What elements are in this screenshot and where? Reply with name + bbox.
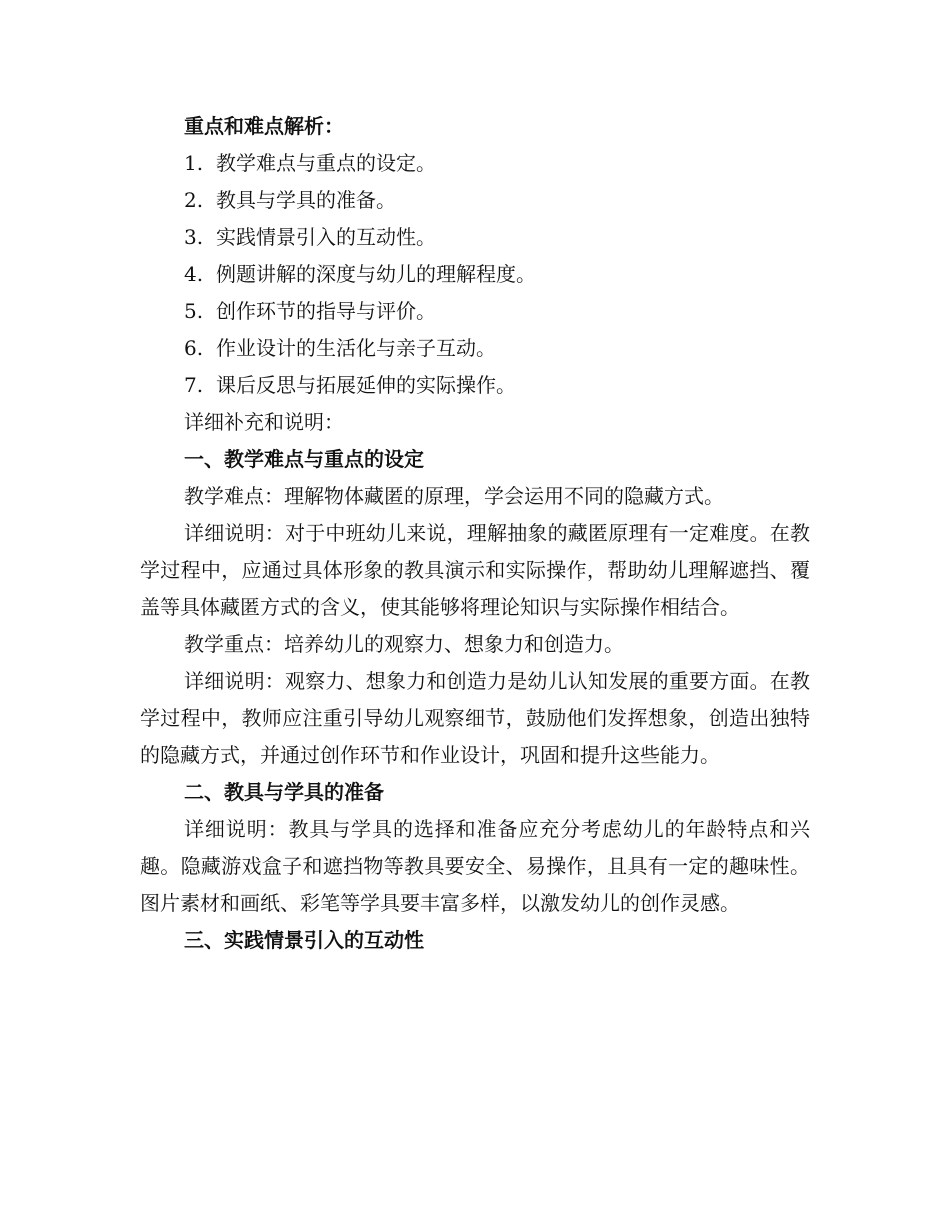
list-number: 2. — [184, 188, 204, 212]
list-item — [140, 219, 810, 256]
section-1-title: 一、教学难点与重点的设定 — [184, 447, 424, 471]
section-2-detail: 详细说明：教具与学具的选择和准备应充分考虑幼儿的年龄特点和兴趣。隐藏游戏盒子和遮挡物等教具要安全、易操作，且具有一定的趣味性。图片素材和画纸、彩笔等学具要丰富多样，以激发幼儿的创作灵感。 — [140, 817, 810, 915]
section-1-difficulty-detail: 详细说明：对于中班幼儿来说，理解抽象的藏匿原理有一定难度。在教学过程中，应通过具体形象的教具演示和实际操作，帮助幼儿理解遮挡、覆盖等具体藏匿方式的含义，使其能够将理论知识与实际操作相结合。 — [140, 521, 810, 619]
list-text: 教具与学具的准备。 — [216, 188, 396, 212]
list-number: 6. — [184, 336, 204, 360]
heading-key-difficult-points: 重点和难点解析： — [184, 114, 344, 138]
list-number: 7. — [184, 373, 204, 397]
list-item — [140, 293, 810, 330]
list-item — [140, 145, 810, 182]
section-1-key: 教学重点：培养幼儿的观察力、想象力和创造力。 — [184, 632, 624, 656]
list-item — [140, 330, 810, 367]
section-2-title: 二、教具与学具的准备 — [184, 780, 384, 804]
list-text: 课后反思与拓展延伸的实际操作。 — [216, 373, 516, 397]
section-1-difficulty: 教学难点：理解物体藏匿的原理，学会运用不同的隐藏方式。 — [184, 484, 724, 508]
list-number: 1. — [184, 151, 204, 175]
list-text: 创作环节的指导与评价。 — [216, 299, 436, 323]
list-text: 例题讲解的深度与幼儿的理解程度。 — [216, 262, 536, 286]
list-text: 作业设计的生活化与亲子互动。 — [216, 336, 496, 360]
list-item — [140, 367, 810, 404]
list-number: 5. — [184, 299, 204, 323]
section-3-title: 三、实践情景引入的互动性 — [184, 928, 424, 952]
key-points-list — [140, 145, 810, 404]
list-item — [140, 182, 810, 219]
list-text: 实践情景引入的互动性。 — [216, 225, 436, 249]
supplement-label: 详细补充和说明： — [184, 410, 344, 434]
list-item — [140, 256, 810, 293]
list-text: 教学难点与重点的设定。 — [216, 151, 436, 175]
list-number: 3. — [184, 225, 204, 249]
list-number: 4. — [184, 262, 204, 286]
section-1-key-detail: 详细说明：观察力、想象力和创造力是幼儿认知发展的重要方面。在教学过程中，教师应注重引导幼儿观察细节，鼓励他们发挥想象，创造出独特的隐藏方式，并通过创作环节和作业设计，巩固和提升这些能力。 — [140, 669, 810, 767]
document-body — [140, 108, 810, 959]
